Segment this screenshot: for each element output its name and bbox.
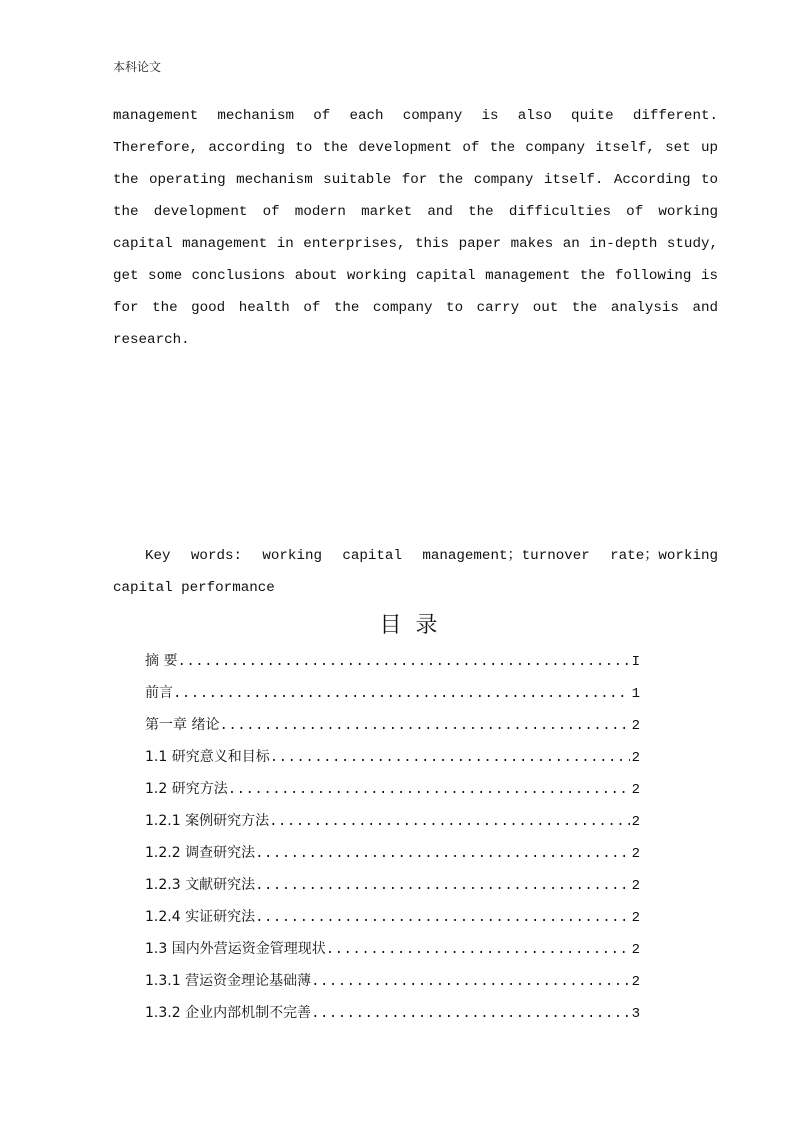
toc-entry-1-1 (145, 741, 640, 773)
toc-entry-label: 1.3.1 营运资金理论基础薄 (145, 973, 312, 989)
toc-entry-label: 摘 要 (145, 653, 178, 669)
toc-entry-page: 2 (631, 942, 640, 958)
toc-entry-page: 2 (631, 782, 640, 798)
toc-leader-dots (219, 710, 629, 742)
toc-entry-page: 2 (631, 750, 640, 766)
page-header: 本科论文 (113, 60, 162, 74)
toc-leader-dots (326, 934, 630, 966)
toc-entry-page: 3 (631, 1006, 640, 1022)
toc-entry-label: 1.2.3 文献研究法 (145, 877, 256, 893)
toc-entry-page: 2 (631, 910, 640, 926)
toc-entry-label: 1.2 研究方法 (145, 781, 228, 797)
toc-entry-page: 2 (631, 718, 640, 734)
toc-entry-label: 1.2.2 调查研究法 (145, 845, 256, 861)
toc-entry-1-3-1 (145, 965, 640, 997)
toc-leader-dots (173, 678, 630, 710)
toc-entry-1-3 (145, 933, 640, 965)
toc-entry-label: 1.3 国内外营运资金管理现状 (145, 941, 326, 957)
toc-leader-dots (311, 966, 630, 998)
toc-entry-chapter-1 (145, 709, 640, 741)
toc-leader-dots (311, 998, 630, 1030)
toc-entry-label: 前言 (145, 685, 173, 701)
toc-entry-label: 1.2.4 实证研究法 (145, 909, 256, 925)
toc-leader-dots (269, 806, 630, 838)
toc-entry-1-2 (145, 773, 640, 805)
toc-entry-page: I (631, 654, 640, 670)
toc-entry-1-2-4 (145, 901, 640, 933)
toc-entry-label: 1.2.1 案例研究方法 (145, 813, 270, 829)
toc-entry-1-2-1 (145, 805, 640, 837)
toc-leader-dots (255, 902, 630, 934)
toc-leader-dots (177, 646, 629, 678)
toc-leader-dots (270, 742, 630, 774)
toc-entry-preface (145, 677, 640, 709)
toc-entry-label: 第一章 绪论 (145, 717, 220, 733)
table-of-contents (145, 645, 640, 1029)
toc-leader-dots (255, 838, 630, 870)
toc-leader-dots (255, 870, 630, 902)
keywords-line: Key words: working capital management；turnover rate；working capital performance (113, 548, 718, 596)
toc-entry-page: 2 (631, 878, 640, 894)
toc-entry-page: 2 (631, 846, 640, 862)
toc-entry-abstract (145, 645, 640, 677)
toc-entry-1-2-2 (145, 837, 640, 869)
toc-entry-1-2-3 (145, 869, 640, 901)
abstract-paragraph: management mechanism of each company is also quite different. Therefore, according to the development of the company itself, set up the operating mechanism suitable for the company itself. According to the development of modern market and the difficulties of working capital management in enterprises, this paper makes an in-depth study, get some conclusions about working capital management the following is for the good health of the company to carry out the analysis and research. (113, 108, 718, 348)
toc-entry-1-3-2 (145, 997, 640, 1029)
toc-entry-page: 2 (631, 814, 640, 830)
toc-title: 目录 (379, 613, 452, 638)
toc-leader-dots (228, 774, 630, 806)
toc-entry-page: 2 (631, 974, 640, 990)
toc-entry-page: 1 (631, 686, 640, 702)
toc-entry-label: 1.1 研究意义和目标 (145, 749, 270, 765)
toc-entry-label: 1.3.2 企业内部机制不完善 (145, 1005, 312, 1021)
abstract-body (113, 100, 718, 356)
